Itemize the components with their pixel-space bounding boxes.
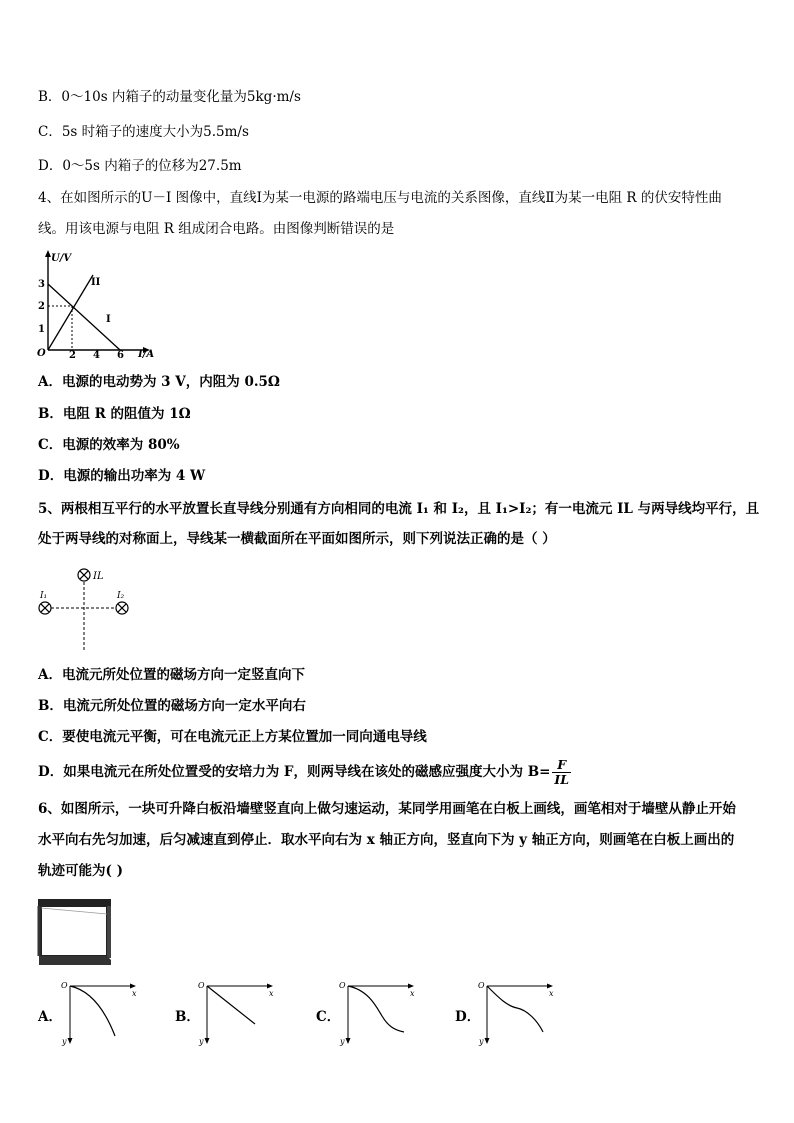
q4-stem-line2: 线。用该电源与电阻 R 组成闭合电路。由图像判断错误的是 [38, 221, 395, 237]
q6-choice-a-graph [60, 978, 140, 1048]
whiteboard-picture [37, 896, 113, 966]
svg-text:x: x [410, 989, 415, 998]
q6-choice-c-graph [338, 978, 418, 1048]
q4-graph-origin: O [37, 348, 46, 359]
svg-text:O: O [198, 981, 205, 990]
svg-text:y: y [62, 1037, 67, 1046]
q5-stem-line2: 处于两导线的对称面上，导线某一横截面所在平面如图所示，则下列说法正确的是（ ） [38, 531, 556, 547]
q6-choice-a-curve [70, 986, 115, 1036]
svg-text:O: O [478, 981, 485, 990]
svg-text:y: y [479, 1037, 484, 1046]
q5-i2-label: I₂ [117, 591, 125, 601]
q5-wire-figure [34, 560, 144, 656]
q5-stem-line1: 5、两根相互平行的水平放置长直导线分别通有方向相同的电流 I₁ 和 I₂，且 I₁>I₂；有一电流元 IL 与两导线均平行，且 [38, 501, 760, 517]
q5-fraction-numerator: F [552, 758, 571, 773]
svg-text:x: x [269, 989, 274, 998]
q4-option-c: C．电源的效率为 80% [38, 437, 180, 453]
q6-choice-d [455, 978, 565, 1048]
q4-graph-xtick: 6 [117, 350, 124, 360]
svg-text:O: O [61, 981, 68, 990]
q6-choice-d-curve [487, 986, 543, 1032]
q4-graph-xlabel: I/A [138, 349, 155, 360]
q6-choice-c-label: C． [316, 1009, 341, 1025]
q6-stem-line1: 6、如图所示，一块可升降白板沿墙壁竖直向上做匀速运动，某同学用画笔在白板上画线，画笔相对于墙壁从静止开始 [38, 801, 736, 817]
svg-text:y: y [199, 1037, 204, 1046]
q6-choice-a [38, 978, 148, 1048]
svg-text:y: y [340, 1037, 345, 1046]
q4-option-d: D．电源的输出功率为 4 W [38, 468, 206, 484]
svg-text:x: x [132, 989, 137, 998]
q6-choice-d-label: D． [455, 1009, 481, 1025]
q4-graph-line2-label: II [91, 277, 101, 288]
q4-graph-xtick: 4 [93, 350, 100, 360]
q5-il-current-into-page-icon [78, 569, 90, 581]
q5-option-a: A．电流元所处位置的磁场方向一定竖直向下 [38, 667, 305, 683]
q5-option-c: C．要使电流元平衡，可在电流元正上方某位置加一同向通电导线 [38, 729, 427, 745]
q6-choice-c [316, 978, 426, 1048]
q6-choice-b-graph [197, 978, 277, 1048]
q5-i1-label: I₁ [40, 591, 48, 601]
q4-graph-line1-label: I [106, 314, 111, 325]
q4-graph-ytick: 3 [38, 279, 45, 290]
q4-graph-line-2 [48, 275, 93, 350]
q6-choice-b-label: B． [175, 1009, 200, 1025]
q5-option-d [38, 756, 571, 788]
q5-fraction-denominator: IL [554, 772, 570, 787]
q6-choice-b [175, 978, 285, 1048]
q5-option-b: B．电流元所处位置的磁场方向一定水平向右 [38, 698, 306, 714]
q4-stem-line1: 4、在如图所示的U－I 图像中，直线Ⅰ为某一电源的路端电压与电流的关系图像，直线Ⅱ为某一电阻 R 的伏安特性曲 [38, 190, 722, 206]
q5-option-d-fraction [552, 758, 571, 787]
q4-option-b: B．电阻 R 的阻值为 1Ω [38, 406, 191, 422]
q4-graph-xtick: 2 [69, 350, 76, 360]
q3-option-c: C．5s 时箱子的速度大小为5.5m/s [38, 124, 249, 140]
q4-graph-ytick: 1 [38, 324, 45, 335]
q4-option-a: A．电源的电动势为 3 V，内阻为 0.5Ω [38, 374, 280, 390]
q5-i2-current-into-page-icon [116, 602, 128, 614]
q5-i1-current-into-page-icon [39, 602, 51, 614]
q4-graph-ylabel: U/V [51, 253, 72, 264]
q6-choice-a-label: A． [38, 1009, 62, 1025]
q6-choice-c-curve [348, 986, 404, 1032]
q6-stem-line3: 轨迹可能为( ) [38, 863, 123, 879]
q3-option-d: D．0～5s 内箱子的位移为27.5m [38, 158, 242, 174]
q3-option-b: B．0～10s 内箱子的动量变化量为5kg·m/s [38, 89, 301, 105]
q6-stem-line2: 水平向右先匀加速，后匀减速直到停止．取水平向右为 x 轴正方向，竖直向下为 y 轴正方向，则画笔在白板上画出的 [38, 832, 735, 848]
q5-option-d-text: D．如果电流元在所处位置受的安培力为 F，则两导线在该处的磁感应强度大小为 B= [38, 764, 551, 780]
q5-il-label: IL [93, 571, 104, 582]
q6-choice-d-graph [477, 978, 557, 1048]
q4-graph-ytick: 2 [38, 301, 45, 312]
svg-text:O: O [339, 981, 346, 990]
q6-choice-b-line [207, 986, 255, 1024]
q4-ui-graph [34, 248, 164, 360]
svg-text:x: x [549, 989, 554, 998]
